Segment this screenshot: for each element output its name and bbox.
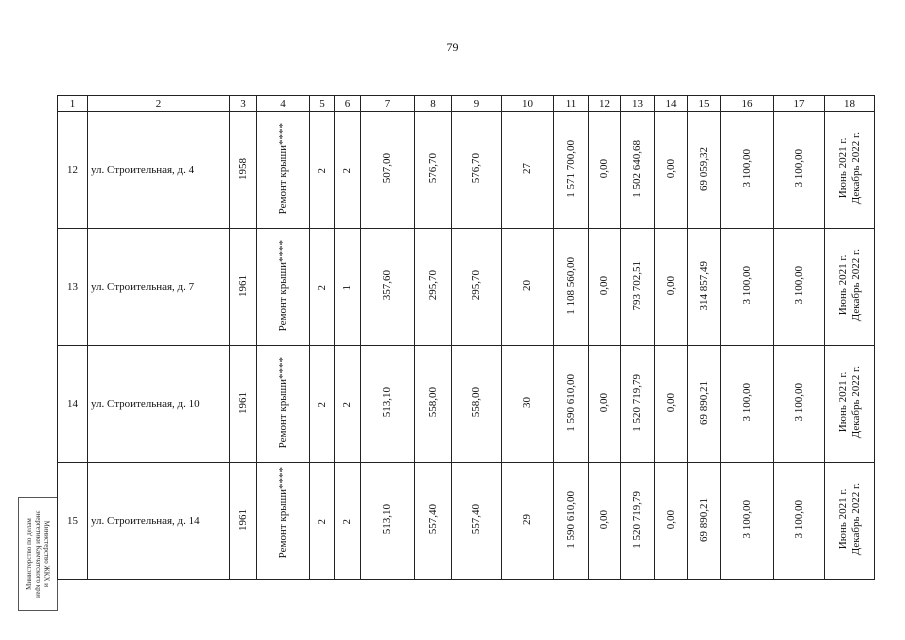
floors-cell [310, 463, 335, 580]
regional-funds-text: 1 520 719,79 [631, 490, 643, 549]
entrances-cell [335, 229, 361, 346]
entrances-cell [335, 346, 361, 463]
federal-funds-cell [589, 463, 621, 580]
work-type-text: Ремонт крыши**** [276, 467, 289, 559]
federal-funds-text: 0,00 [598, 392, 610, 413]
owner-funds-cell [688, 112, 721, 229]
unit-cost-cell [721, 112, 774, 229]
max-unit-cost-cell [774, 229, 825, 346]
premises-area-text: 576,70 [426, 153, 439, 184]
federal-funds-cell [589, 229, 621, 346]
residents-count-text: 30 [521, 397, 533, 408]
regional-funds-cell [621, 229, 655, 346]
build-year-cell [230, 346, 257, 463]
premises-area-cell [415, 346, 452, 463]
residential-area-text: 295,70 [470, 270, 482, 301]
premises-area-text: 557,40 [426, 504, 439, 535]
total-area-cell [361, 346, 415, 463]
residential-area-cell [452, 346, 502, 463]
local-funds-cell [655, 346, 688, 463]
floors-text: 2 [315, 518, 328, 524]
residential-area-cell [452, 463, 502, 580]
owner-funds-cell [688, 229, 721, 346]
stamp-line: Министерство ЖКХ и [42, 520, 51, 588]
entrances-text: 2 [341, 401, 353, 407]
address-text: ул. Строительная, д. 7 [91, 281, 195, 293]
deadline-start-text: Июнь 2021 г. [836, 489, 849, 550]
federal-funds-text: 0,00 [598, 275, 610, 296]
stamp-line: энергетики Камчатского края [34, 510, 43, 598]
max-unit-cost-text: 3 100,00 [792, 266, 805, 305]
deadline-cell [825, 346, 875, 463]
work-type-cell [257, 112, 310, 229]
regional-funds-text: 793 702,51 [631, 260, 643, 311]
entrances-cell [335, 463, 361, 580]
work-type-text: Ремонт крыши**** [276, 356, 289, 449]
entrances-text: 2 [341, 167, 353, 173]
regional-funds-text: 1 520 719,79 [631, 373, 643, 432]
row-number-text: 12 [67, 164, 78, 176]
deadline-start-text: Июнь 2021 г. [836, 372, 849, 433]
regional-funds-text: 1 502 640,68 [631, 139, 643, 198]
federal-funds-text: 0,00 [598, 158, 610, 179]
build-year-text: 1961 [236, 391, 249, 414]
deadline-end-text: Декабрь 2022 г. [849, 249, 862, 322]
deadline-end-text: Декабрь 2022 г. [849, 132, 862, 205]
repair-program-table [57, 95, 875, 580]
column-number-header: 18 [825, 96, 875, 112]
address-cell [88, 463, 230, 580]
residents-count-cell [502, 463, 554, 580]
total-area-text: 357,60 [381, 270, 393, 301]
total-area-cell [361, 112, 415, 229]
residential-area-text: 557,40 [470, 504, 482, 535]
total-cost-cell [554, 112, 589, 229]
row-number-text: 14 [67, 398, 78, 410]
table-row [58, 463, 875, 580]
total-cost-cell [554, 229, 589, 346]
unit-cost-text: 3 100,00 [740, 149, 753, 188]
entrances-text: 2 [341, 518, 353, 524]
local-funds-text: 0,00 [664, 275, 677, 296]
column-number-header: 6 [335, 96, 361, 112]
floors-text: 2 [315, 167, 328, 173]
column-number-header: 13 [621, 96, 655, 112]
residents-count-cell [502, 229, 554, 346]
federal-funds-cell [589, 346, 621, 463]
local-funds-text: 0,00 [664, 509, 677, 530]
stamp-line: Министерство по делам [25, 518, 34, 590]
column-number-header: 2 [88, 96, 230, 112]
column-number-header: 9 [452, 96, 502, 112]
total-cost-text: 1 590 610,00 [564, 490, 577, 549]
work-type-text: Ремонт крыши**** [276, 239, 289, 332]
premises-area-cell [415, 229, 452, 346]
residential-area-text: 576,70 [470, 153, 482, 184]
page-number: 79 [446, 40, 459, 54]
address-text: ул. Строительная, д. 10 [91, 398, 200, 410]
column-number-header: 14 [655, 96, 688, 112]
column-number-header: 3 [230, 96, 257, 112]
floors-text: 2 [315, 401, 328, 407]
premises-area-text: 295,70 [426, 270, 439, 301]
local-funds-text: 0,00 [664, 392, 677, 413]
floors-cell [310, 112, 335, 229]
row-number-cell [58, 346, 88, 463]
total-cost-cell [554, 463, 589, 580]
table-row [58, 112, 875, 229]
owner-funds-cell [688, 463, 721, 580]
registration-stamp [18, 497, 58, 611]
premises-area-cell [415, 112, 452, 229]
total-cost-text: 1 108 560,00 [564, 256, 577, 315]
total-cost-text: 1 571 700,00 [564, 139, 577, 198]
column-number-header: 10 [502, 96, 554, 112]
column-number-header: 8 [415, 96, 452, 112]
address-text: ул. Строительная, д. 4 [91, 164, 195, 176]
local-funds-text: 0,00 [664, 158, 677, 179]
unit-cost-text: 3 100,00 [740, 500, 753, 539]
max-unit-cost-text: 3 100,00 [792, 500, 805, 539]
work-type-cell [257, 463, 310, 580]
build-year-cell [230, 463, 257, 580]
federal-funds-text: 0,00 [598, 509, 610, 530]
deadline-start-text: Июнь 2021 г. [836, 255, 849, 316]
total-area-text: 513,10 [381, 387, 393, 418]
residential-area-cell [452, 229, 502, 346]
column-number-header: 17 [774, 96, 825, 112]
unit-cost-cell [721, 463, 774, 580]
work-type-text: Ремонт крыши**** [276, 122, 289, 215]
unit-cost-cell [721, 229, 774, 346]
column-number-header: 12 [589, 96, 621, 112]
max-unit-cost-cell [774, 346, 825, 463]
build-year-text: 1961 [236, 508, 249, 531]
owner-funds-text: 314 857,49 [697, 260, 710, 311]
column-number-header: 4 [257, 96, 310, 112]
unit-cost-text: 3 100,00 [740, 383, 753, 422]
max-unit-cost-text: 3 100,00 [792, 383, 805, 422]
total-cost-cell [554, 346, 589, 463]
premises-area-text: 558,00 [426, 387, 439, 418]
residents-count-text: 29 [521, 514, 533, 525]
floors-cell [310, 229, 335, 346]
row-number-cell [58, 463, 88, 580]
local-funds-cell [655, 463, 688, 580]
column-number-row [58, 96, 875, 112]
column-number-header: 16 [721, 96, 774, 112]
local-funds-cell [655, 112, 688, 229]
owner-funds-cell [688, 346, 721, 463]
total-area-cell [361, 229, 415, 346]
residential-area-cell [452, 112, 502, 229]
owner-funds-text: 69 059,32 [697, 146, 710, 191]
total-area-text: 513,10 [381, 504, 393, 535]
residential-area-text: 558,00 [470, 387, 482, 418]
unit-cost-cell [721, 346, 774, 463]
entrances-cell [335, 112, 361, 229]
residents-count-text: 20 [521, 280, 533, 291]
regional-funds-cell [621, 463, 655, 580]
floors-cell [310, 346, 335, 463]
deadline-cell [825, 112, 875, 229]
residents-count-cell [502, 112, 554, 229]
owner-funds-text: 69 890,21 [697, 380, 710, 425]
row-number-cell [58, 229, 88, 346]
row-number-text: 15 [67, 515, 78, 527]
owner-funds-text: 69 890,21 [697, 497, 710, 542]
max-unit-cost-cell [774, 112, 825, 229]
total-area-cell [361, 463, 415, 580]
column-number-header: 5 [310, 96, 335, 112]
regional-funds-cell [621, 346, 655, 463]
deadline-end-text: Декабрь 2022 г. [849, 483, 862, 556]
row-number-text: 13 [67, 281, 78, 293]
address-cell [88, 229, 230, 346]
deadline-end-text: Декабрь 2022 г. [849, 366, 862, 439]
unit-cost-text: 3 100,00 [740, 266, 753, 305]
federal-funds-cell [589, 112, 621, 229]
column-number-header: 1 [58, 96, 88, 112]
row-number-cell [58, 112, 88, 229]
entrances-text: 1 [341, 284, 353, 290]
max-unit-cost-text: 3 100,00 [792, 149, 805, 188]
deadline-start-text: Июнь 2021 г. [836, 138, 849, 199]
deadline-cell [825, 229, 875, 346]
column-number-header: 7 [361, 96, 415, 112]
build-year-text: 1958 [236, 157, 249, 180]
table-row [58, 229, 875, 346]
table-row [58, 346, 875, 463]
work-type-cell [257, 229, 310, 346]
floors-text: 2 [315, 284, 328, 290]
max-unit-cost-cell [774, 463, 825, 580]
total-area-text: 507,00 [381, 153, 393, 184]
premises-area-cell [415, 463, 452, 580]
total-cost-text: 1 590 610,00 [564, 373, 577, 432]
local-funds-cell [655, 229, 688, 346]
column-number-header: 11 [554, 96, 589, 112]
regional-funds-cell [621, 112, 655, 229]
residents-count-cell [502, 346, 554, 463]
address-cell [88, 112, 230, 229]
residents-count-text: 27 [521, 163, 533, 174]
deadline-cell [825, 463, 875, 580]
build-year-text: 1961 [236, 274, 249, 297]
build-year-cell [230, 112, 257, 229]
build-year-cell [230, 229, 257, 346]
address-cell [88, 346, 230, 463]
address-text: ул. Строительная, д. 14 [91, 515, 200, 527]
column-number-header: 15 [688, 96, 721, 112]
work-type-cell [257, 346, 310, 463]
